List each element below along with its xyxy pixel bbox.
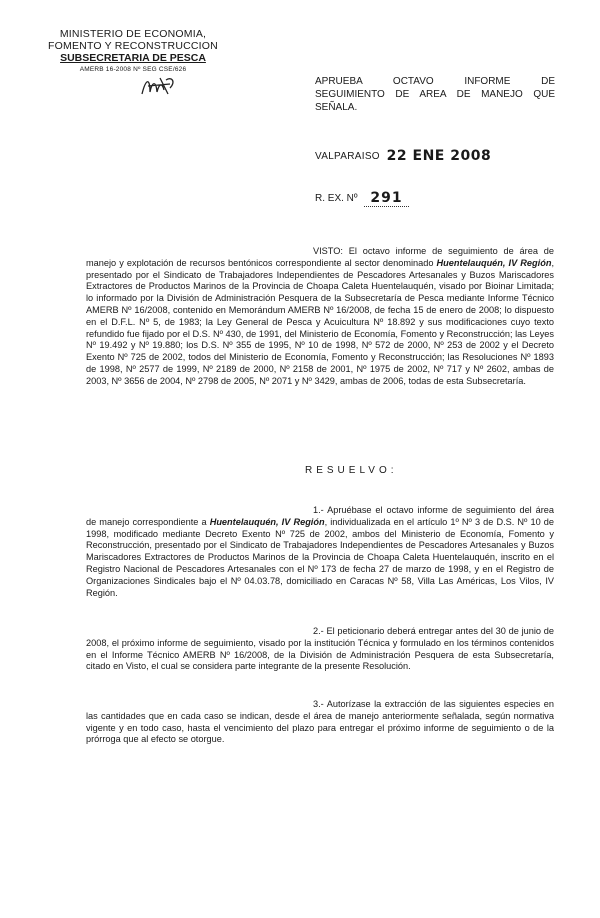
resolution-number-line bbox=[315, 190, 409, 207]
rex-label: R. EX. Nº bbox=[315, 193, 358, 204]
resuelvo-heading: RESUELVO: bbox=[305, 465, 398, 476]
item-2-paragraph: 2.- El peticionario deberá entregar antes del 30 de junio de 2008, el próximo informe de seguimiento, visado por la institución Técnica y formulado en los términos contenidos en el Informe Técnico AMERB Nº 16/2008, de la División de Administración Pesquera de esta Subsecretaría, citado en Visto, el cual se considera parte integrante de la presente Resolución. bbox=[86, 626, 554, 672]
item-3-paragraph: 3.- Autorízase la extracción de las siguientes especies en las cantidades que en cada caso se indican, desde el área de manejo anteriormente señalada, según normativa vigente y en todo caso, hasta el vencimiento del plazo para entregar el próximo informe de seguimiento o de la prórroga que al efecto se otorgue. bbox=[86, 699, 554, 745]
subsecretaria-name: SUBSECRETARIA DE PESCA bbox=[60, 52, 206, 64]
letterhead bbox=[38, 28, 228, 74]
date-stamp: 22 ENE 2008 bbox=[386, 148, 492, 164]
visto-text-1: VISTO: El octavo informe de seguimiento de área de manejo y explotación de recursos bentónicos correspondiente al sector denominado bbox=[86, 246, 554, 268]
date-place: VALPARAISO bbox=[315, 151, 380, 162]
date-line bbox=[315, 148, 491, 164]
visto-text-2: , presentado por el Sindicato de Trabajadores Independientes de Pescadores Artesanales y Buzos Mariscadores Extractores de Productos Marinos de la Provincia de Choapa Caleta Huentelauquén, visado por Bioinar Limitada; lo informado por la División de Administración Pesquera de la Subsecretaría de Pesca mediante Informe Técnico AMERB Nº 16/2008, contenido en Memorándum AMERB Nº 16/2008, de fecha 15 de enero de 2008; lo dispuesto en el D.F.L. Nº 5, de 1983; la Ley General de Pesca y Acuicultura Nº 18.892 y sus modificaciones cuyo texto refundido fue fijado por el D.S. Nº 430, de 1991, del Ministerio de Economía, Fomento y Reconstrucción; las Leyes Nº 19.492 y Nº 19.880; los D.S. Nº 355 de 1995, Nº 10 de 1998, Nº 572 de 2000, Nº 253 de 2002 y el Decreto Exento Nº 725 de 2002, todos del Ministerio de Economía, Fomento y Reconstrucción; las Resoluciones Nº 1893 de 1998, Nº 2577 de 1999, Nº 2189 de 2000, Nº 2158 de 2001, Nº 1975 de 2002, Nº 717 y Nº 2602, ambas de 2003, Nº 3656 de 2004, Nº 2798 de 2005, Nº 2071 y Nº 3429, ambas de 2006, todas de esta Subsecretaría. bbox=[86, 257, 554, 386]
initials-signature bbox=[140, 74, 180, 98]
reference-code: AMERB 16-2008 Nº SEG CSE/626 bbox=[79, 66, 187, 73]
item-1-paragraph bbox=[86, 505, 554, 599]
rex-number: 291 bbox=[364, 190, 408, 207]
item-1-text-1: 1.- Apruébase el octavo informe de seguimiento del área de manejo correspondiente a bbox=[86, 505, 554, 527]
item-1-text-2: , individualizada en el artículo 1º Nº 3 de D.S. Nº 10 de 1998, modificado mediante Decreto Exento Nº 725 de 2002, ambos del Ministerio de Economía, Fomento y Reconstrucción, presentado por el Sindicato de Trabajadores Independientes de Pescadores Artesanales y Buzos Mariscadores Extractores de Productos Marinos de la Provincia de Choapa Caleta Huentelauquén, inscrito en el Registro Nacional de Pescadores Artesanales con el Nº 173 de fecha 27 de marzo de 1998, y en el Registro de Organizaciones Sindicales bajo el Nº 04.03.78, domiciliado en Caracas Nº 58, Villa Las Américas, Los Vilos, IV Región. bbox=[86, 516, 554, 598]
visto-paragraph bbox=[86, 246, 554, 388]
item-1-place: Huentelauquén, IV Región bbox=[209, 516, 325, 527]
visto-place: Huentelauquén, IV Región bbox=[436, 257, 552, 268]
ministry-name-line1: MINISTERIO DE ECONOMIA, bbox=[59, 28, 207, 40]
resolution-title bbox=[315, 75, 555, 114]
ministry-name-line2: FOMENTO Y RECONSTRUCCION bbox=[48, 40, 218, 52]
title-text: APRUEBA OCTAVO INFORME DE SEGUIMIENTO DE AREA DE MANEJO QUE SEÑALA. bbox=[315, 76, 555, 113]
